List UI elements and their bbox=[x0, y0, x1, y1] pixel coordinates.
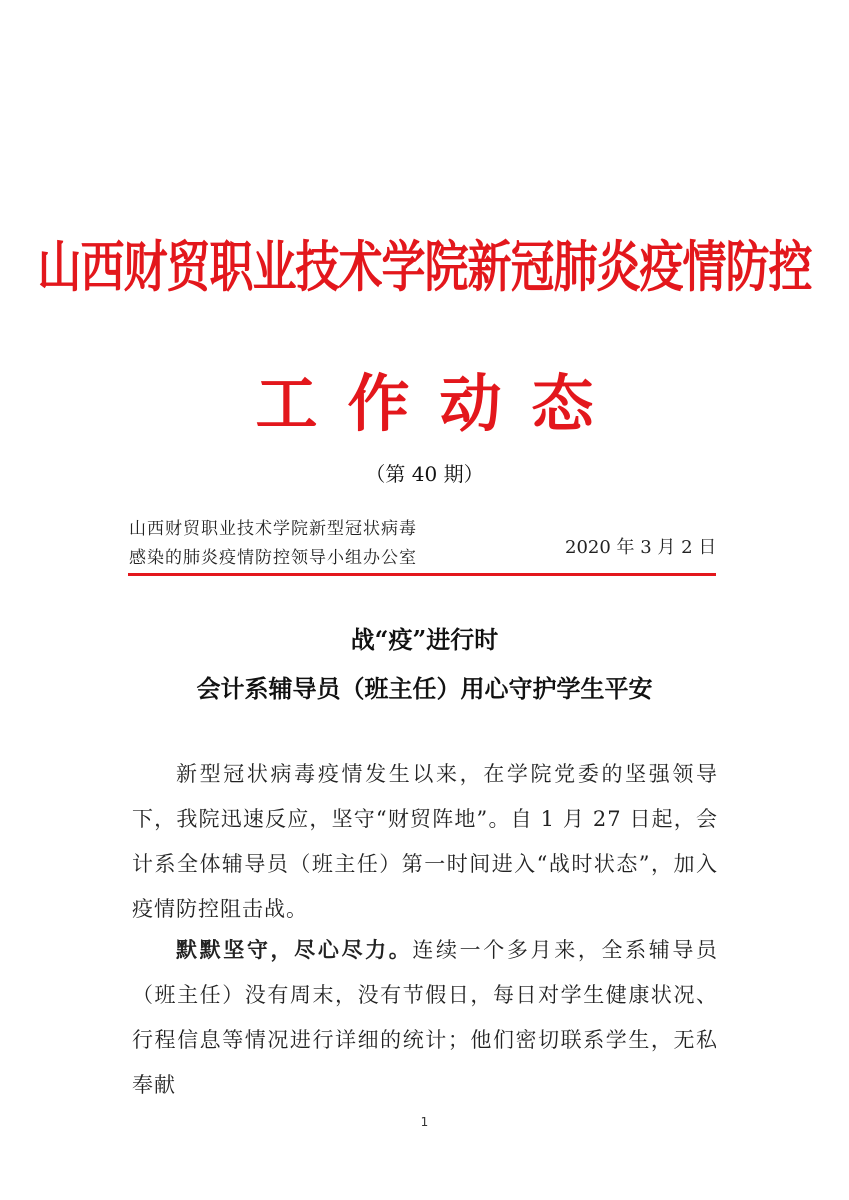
issuer-line-2: 感染的肺炎疫情防控领导小组办公室 bbox=[129, 548, 417, 568]
body-paragraph-2 bbox=[132, 927, 718, 1108]
paragraph-lead-heading: 默默坚守，尽心尽力。 bbox=[176, 937, 413, 962]
masthead-subtitle: 工作动态 bbox=[255, 367, 624, 440]
article-title-line-1: 战“疫”进行时 bbox=[350, 625, 499, 654]
issuer-block bbox=[129, 515, 469, 573]
issue-number: （第 40 期） bbox=[365, 462, 484, 486]
masthead-title: 山西财贸职业技术学院新冠肺炎疫情防控 bbox=[37, 235, 812, 300]
page-number: 1 bbox=[420, 1115, 429, 1129]
paragraph-body-text: 连续一个多月来，全系辅导员（班主任）没有周末，没有节假日，每日对学生健康状况、行程信息等情况进行详细的统计；他们密切联系学生，无私奉献 bbox=[132, 938, 719, 1097]
issue-date: 2020 年 3 月 2 日 bbox=[565, 537, 717, 558]
red-divider bbox=[128, 573, 716, 576]
article-title-line-2: 会计系辅导员（班主任）用心守护学生平安 bbox=[196, 674, 653, 703]
body-paragraph-1: 新型冠状病毒疫情发生以来，在学院党委的坚强领导下，我院迅速反应，坚守“财贸阵地”。自 1 月 27 日起，会计系全体辅导员（班主任）第一时间进入“战时状态”，加入疫情防控阻击战。 bbox=[132, 762, 718, 921]
issuer-line-1: 山西财贸职业技术学院新型冠状病毒 bbox=[129, 519, 417, 539]
